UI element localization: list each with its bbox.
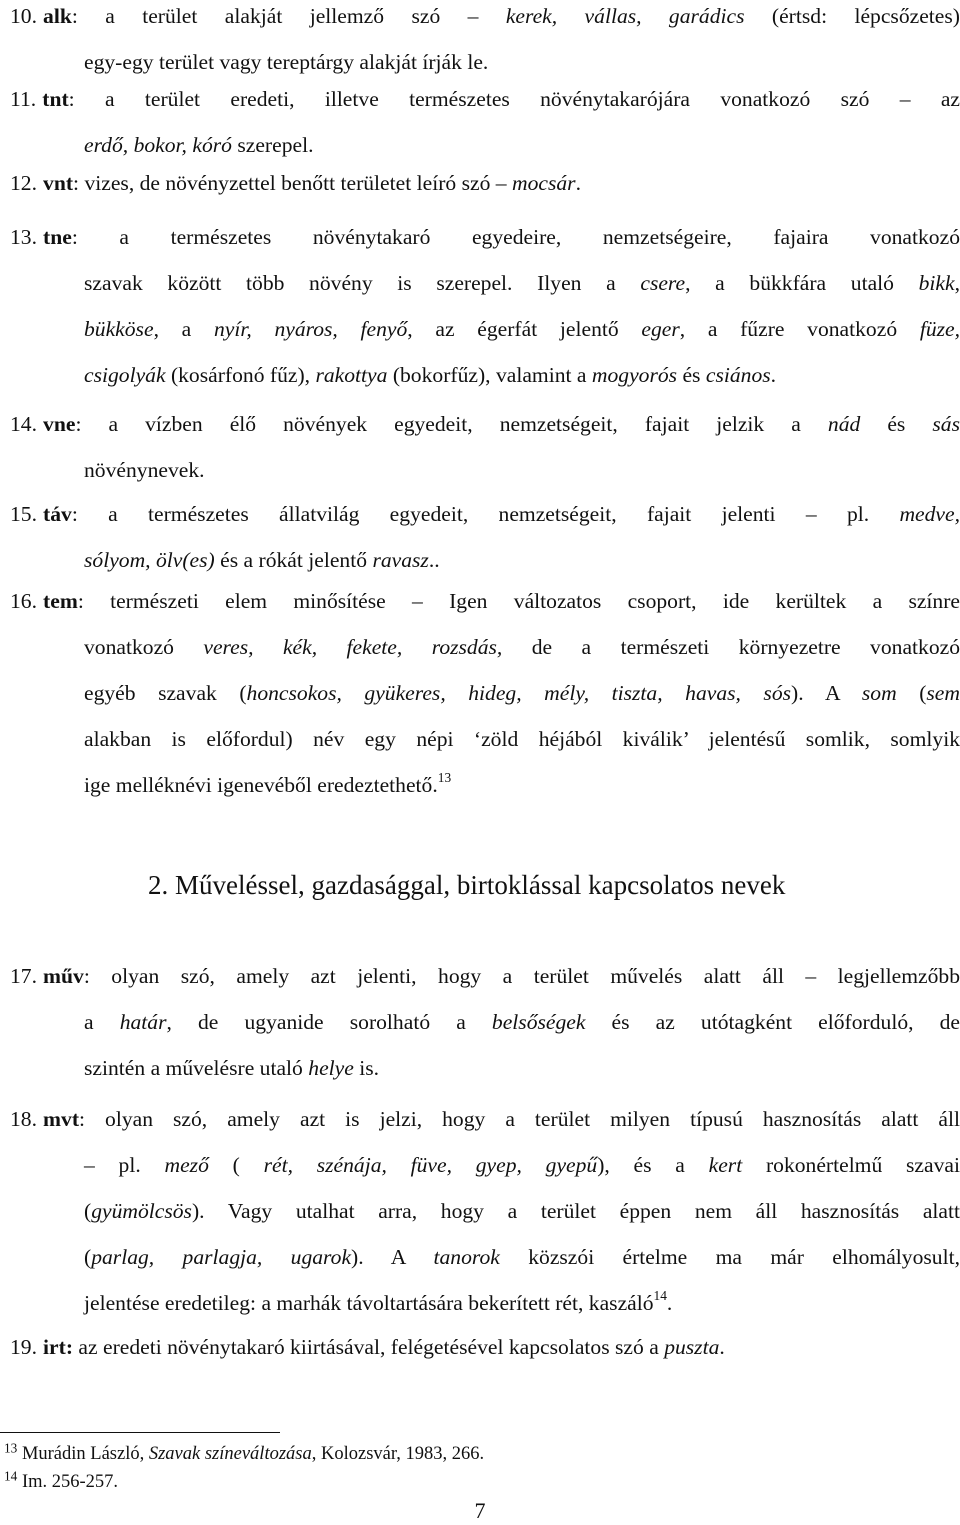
italic-term: honcsokos, gyükeres, hideg, mély, tiszta, havas, sós bbox=[246, 681, 792, 705]
text-run: jelentése eredetileg: a marhák távoltartására bekerített rét, kaszáló bbox=[84, 1291, 654, 1315]
term-abbrev: vne bbox=[43, 412, 76, 436]
item-number: 15. bbox=[10, 502, 37, 526]
italic-term: puszta bbox=[664, 1335, 720, 1359]
text-line bbox=[10, 1096, 960, 1142]
italic-term: belsőségek bbox=[491, 1010, 586, 1034]
italic-term: veres, kék, fekete, rozsdás, bbox=[203, 635, 503, 659]
footnote-ref: 14 bbox=[653, 1287, 667, 1303]
text-run: : vizes, de növényzettel benőtt területet leíró szó – bbox=[73, 171, 512, 195]
text-run: és a rókát jelentő bbox=[214, 548, 373, 572]
text-run: . bbox=[575, 171, 581, 195]
text-line bbox=[10, 1324, 960, 1370]
text-run: : olyan szó, amely azt is jelzi, hogy a terület milyen típusú hasznosítás alatt áll bbox=[79, 1107, 960, 1131]
italic-term: tanorok bbox=[433, 1245, 500, 1269]
italic-term: határ bbox=[119, 1010, 167, 1034]
term-abbrev: műv bbox=[43, 964, 84, 988]
text-run: ). A bbox=[791, 681, 862, 705]
text-run: : olyan szó, amely azt jelenti, hogy a terület művelés alatt áll – legjellemzőbb bbox=[83, 964, 960, 988]
text-line bbox=[84, 537, 960, 583]
italic-term: bikk bbox=[918, 271, 955, 295]
item-number: 18. bbox=[10, 1107, 37, 1131]
text-run: . bbox=[666, 1291, 673, 1315]
term-abbrev: vnt bbox=[43, 171, 74, 195]
text-line bbox=[84, 1142, 960, 1188]
italic-term: csiános bbox=[705, 363, 771, 387]
italic-term: sólyom, ölv(es) bbox=[84, 548, 215, 572]
text-run: egyéb szavak ( bbox=[84, 681, 247, 705]
italic-term: helye bbox=[308, 1056, 354, 1080]
text-line bbox=[10, 491, 960, 537]
italic-term: sás bbox=[932, 412, 960, 436]
text-line bbox=[10, 953, 960, 999]
text-line bbox=[84, 999, 960, 1045]
text-run: is. bbox=[353, 1056, 380, 1080]
text-line bbox=[84, 670, 960, 716]
footnote-14 bbox=[4, 1470, 118, 1494]
item-11 bbox=[10, 76, 960, 168]
text-run: , a fűzre vonatkozó bbox=[679, 317, 920, 341]
text-line bbox=[84, 1280, 960, 1326]
term-abbrev: alk bbox=[43, 4, 72, 28]
text-run: ( bbox=[84, 1245, 92, 1269]
text-run: szintén a művelésre utaló bbox=[84, 1056, 309, 1080]
text-run: : természeti elem minősítése – Igen változatos csoport, ide kerültek a színre bbox=[77, 589, 960, 613]
text-run: ( bbox=[208, 1153, 264, 1177]
text-run: szavak között több növény is szerepel. Ilyen a bbox=[84, 271, 641, 295]
text-run: egy-egy terület vagy tereptárgy alakját írják le. bbox=[84, 50, 489, 74]
text-run: , Kolozsvár, 1983, 266. bbox=[311, 1444, 485, 1464]
italic-term: mező bbox=[164, 1153, 209, 1177]
italic-term: rakottya bbox=[315, 363, 388, 387]
text-run: alakban is előfordul) név egy népi ‘zöld héjából kiválik’ jelentésű somlik, somlyik bbox=[84, 727, 960, 751]
text-run: . bbox=[770, 363, 777, 387]
item-number: 10. bbox=[10, 4, 37, 28]
item-17 bbox=[10, 953, 960, 1091]
footnote-ref: 13 bbox=[4, 1440, 18, 1456]
text-run: , de ugyanide sorolható a bbox=[166, 1010, 492, 1034]
italic-term: füze, bbox=[919, 317, 960, 341]
text-line bbox=[10, 76, 960, 122]
text-run: de a természeti környezetre vonatkozó bbox=[502, 635, 960, 659]
italic-term: erdő, bokor, kóró bbox=[84, 133, 232, 157]
text-run: és bbox=[677, 363, 706, 387]
footnote-13 bbox=[4, 1442, 484, 1466]
text-run: rokonértelmű szavai bbox=[742, 1153, 960, 1177]
text-run: vonatkozó bbox=[84, 635, 204, 659]
italic-term: mocsár bbox=[511, 171, 576, 195]
item-13 bbox=[10, 214, 960, 398]
term-abbrev: tne bbox=[43, 225, 72, 249]
text-line bbox=[84, 352, 960, 398]
item-15 bbox=[10, 491, 960, 583]
text-run: Im. 256-257. bbox=[17, 1472, 119, 1492]
term-abbrev: táv bbox=[43, 502, 72, 526]
text-run: és bbox=[860, 412, 933, 436]
text-run: (értsd: lépcsőzetes) bbox=[744, 4, 960, 28]
italic-term: parlag, parlagja, ugarok bbox=[91, 1245, 352, 1269]
item-16 bbox=[10, 578, 960, 808]
italic-term: gyümölcsös bbox=[91, 1199, 192, 1223]
text-run: : a terület eredeti, illetve természetes növénytakarójára vonatkozó szó – az bbox=[68, 87, 960, 111]
text-run: , az égerfát jelentő bbox=[407, 317, 642, 341]
term-abbrev: tem bbox=[43, 589, 78, 613]
italic-term: bükköse bbox=[84, 317, 154, 341]
text-line bbox=[84, 624, 960, 670]
text-run: ( bbox=[84, 1199, 92, 1223]
text-run: ). Vagy utalhat arra, hogy a terület éppen nem áll hasznosítás alatt bbox=[191, 1199, 960, 1223]
item-10 bbox=[10, 0, 960, 85]
footnote-ref: 13 bbox=[437, 769, 452, 785]
term-abbrev: tnt bbox=[42, 87, 69, 111]
text-line bbox=[10, 160, 960, 206]
text-line bbox=[10, 578, 960, 624]
text-run: ), és a bbox=[597, 1153, 709, 1177]
italic-term: Szavak színeváltozása bbox=[148, 1444, 312, 1464]
item-14 bbox=[10, 401, 960, 493]
text-run: ). A bbox=[351, 1245, 434, 1269]
italic-term: kert bbox=[708, 1153, 743, 1177]
text-run: .. bbox=[428, 548, 440, 572]
item-number: 19. bbox=[10, 1335, 37, 1359]
term-abbrev: mvt bbox=[43, 1107, 80, 1131]
italic-term: kerek, vállas, garádics bbox=[505, 4, 745, 28]
text-run: , a bbox=[153, 317, 214, 341]
italic-term: csigolyák bbox=[84, 363, 166, 387]
footnote-ref: 14 bbox=[4, 1468, 18, 1484]
italic-term: medve, bbox=[899, 502, 960, 526]
text-run: és az utótagként előforduló, de bbox=[585, 1010, 960, 1034]
term-abbrev: irt: bbox=[43, 1335, 74, 1359]
italic-term: mogyorós bbox=[591, 363, 678, 387]
item-number: 11. bbox=[10, 87, 37, 111]
item-number: 17. bbox=[10, 964, 37, 988]
text-run: – pl. bbox=[84, 1153, 165, 1177]
italic-term: som bbox=[861, 681, 897, 705]
italic-term: nyír, nyáros, fenyő bbox=[213, 317, 408, 341]
text-run: növénynevek. bbox=[84, 458, 205, 482]
text-run: , bbox=[954, 271, 960, 295]
item-19 bbox=[10, 1324, 960, 1370]
text-run: (kosárfonó fűz), bbox=[165, 363, 316, 387]
text-run: (bokorfűz), valamint a bbox=[387, 363, 592, 387]
italic-term: nád bbox=[827, 412, 861, 436]
text-run: az eredeti növénytakaró kiirtásával, felégetésével kapcsolatos szó a bbox=[73, 1335, 665, 1359]
page-number: 7 bbox=[474, 1498, 486, 1523]
text-line bbox=[84, 447, 960, 493]
text-run: , a bükkfára utaló bbox=[685, 271, 919, 295]
text-run: szerepel. bbox=[231, 133, 314, 157]
text-line bbox=[84, 716, 960, 762]
italic-term: eger bbox=[641, 317, 680, 341]
text-run: Murádin László, bbox=[17, 1444, 149, 1464]
item-18 bbox=[10, 1096, 960, 1326]
text-run: : a természetes növénytakaró egyedeire, nemzetségeire, fajaira vonatkozó bbox=[71, 225, 960, 249]
italic-term: csere bbox=[640, 271, 686, 295]
text-line bbox=[84, 260, 960, 306]
text-run: ( bbox=[896, 681, 927, 705]
text-line bbox=[84, 762, 960, 808]
text-line bbox=[10, 214, 960, 260]
italic-term: rét, szénája, füve, gyep, gyepű bbox=[263, 1153, 598, 1177]
footnote-divider bbox=[0, 1432, 280, 1433]
text-run: : a vízben élő növények egyedeit, nemzetségeit, fajait jelzik a bbox=[75, 412, 828, 436]
italic-term: sem bbox=[926, 681, 960, 705]
text-line bbox=[10, 401, 960, 447]
italic-term: ravasz bbox=[372, 548, 429, 572]
item-number: 14. bbox=[10, 412, 37, 436]
item-number: 16. bbox=[10, 589, 37, 613]
text-line bbox=[84, 1234, 960, 1280]
text-line bbox=[84, 1045, 960, 1091]
text-run: . bbox=[719, 1335, 725, 1359]
text-line bbox=[84, 1188, 960, 1234]
text-run: közszói értelme ma már elhomályosult, bbox=[499, 1245, 960, 1269]
item-number: 13. bbox=[10, 225, 37, 249]
item-number: 12. bbox=[10, 171, 37, 195]
section-heading: 2. Műveléssel, gazdasággal, birtoklással kapcsolatos nevek bbox=[148, 870, 786, 900]
text-line bbox=[10, 0, 960, 39]
text-run: ige melléknévi igenevéből eredeztethető. bbox=[84, 773, 438, 797]
text-run: a bbox=[84, 1010, 120, 1034]
item-12 bbox=[10, 160, 960, 206]
text-run: : a terület alakját jellemző szó – bbox=[71, 4, 506, 28]
text-line bbox=[84, 306, 960, 352]
text-run: : a természetes állatvilág egyedeit, nemzetségeit, fajait jelenti – pl. bbox=[71, 502, 900, 526]
